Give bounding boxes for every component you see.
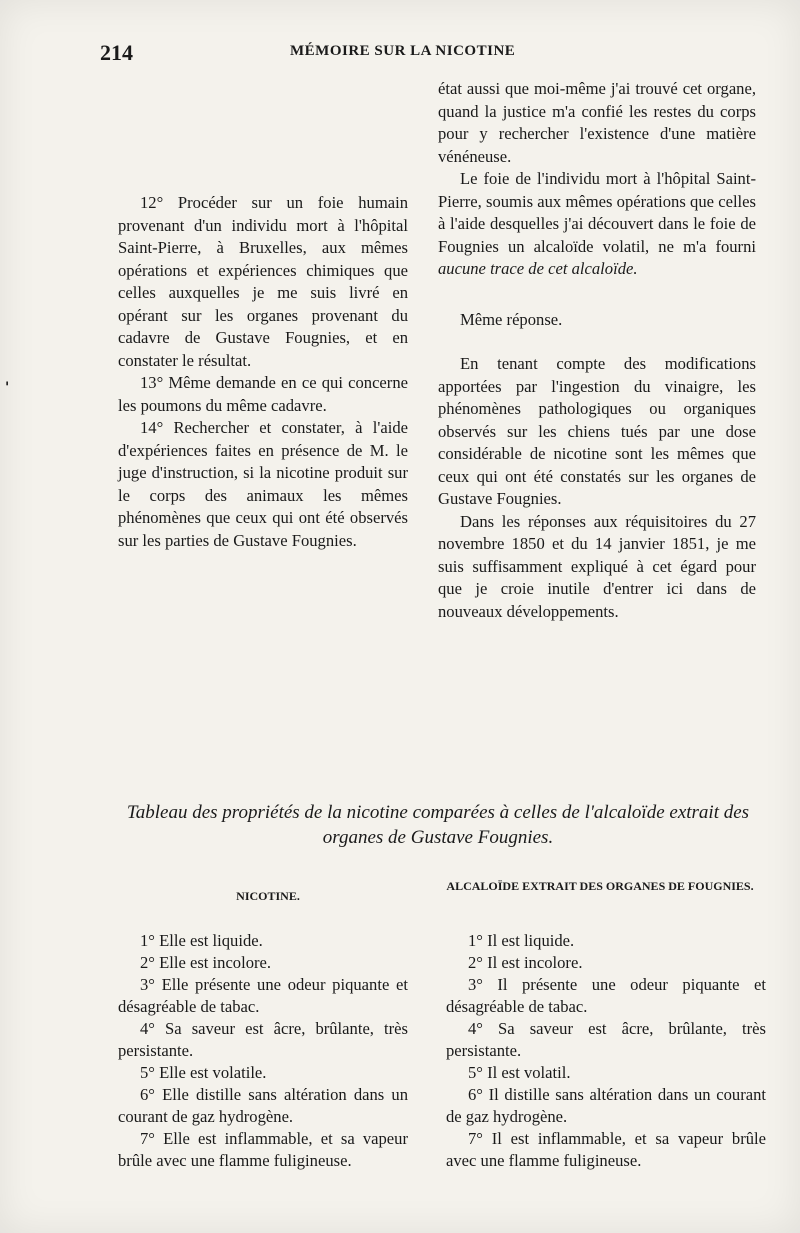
running-title: MÉMOIRE SUR LA NICOTINE xyxy=(290,43,516,59)
question-14: 14° Rechercher et constater, à l'aide d'expériences faites en présence de M. le juge d'instruction, si la nicotine produit sur le corps des animaux les mêmes phénomènes que ceux qui ont été observés sur les parties de Gustave Fougnies. xyxy=(118,418,408,550)
answer-12 xyxy=(438,168,756,281)
nicotine-property: 3° Elle présente une odeur piquante et désagréable de tabac. xyxy=(118,975,408,1016)
answer-12-emphasis: aucune trace de cet alcaloïde. xyxy=(438,259,638,278)
alkaloid-property: 2° Il est incolore. xyxy=(468,953,583,972)
nicotine-property: 4° Sa saveur est âcre, brûlante, très persistante. xyxy=(118,1019,408,1060)
spacer xyxy=(438,331,756,353)
nicotine-property: 5° Elle est volatile. xyxy=(140,1063,267,1082)
nicotine-property: 2° Elle est incolore. xyxy=(140,953,272,972)
alkaloid-property: 7° Il est inflammable, et sa vapeur brûle avec une flamme fuligineuse. xyxy=(446,1129,766,1170)
table-header-alkaloid: ALCALOÏDE EXTRAIT DES ORGANES DE FOUGNIES. xyxy=(446,879,754,893)
table-header-nicotine: NICOTINE. xyxy=(236,889,300,903)
nicotine-property: 1° Elle est liquide. xyxy=(140,931,263,950)
answer-14: En tenant compte des modifications apportées par l'ingestion du vinaigre, les phénomènes pathologiques ou organiques observés sur les chiens tués par une dose considérable de nicotine sont les mêmes que ceux qui ont été constatés sur les organes de Gustave Fougnies. xyxy=(438,354,756,508)
right-column-answers xyxy=(438,78,756,623)
alkaloid-property: 1° Il est liquide. xyxy=(468,931,575,950)
left-column-questions xyxy=(118,192,408,552)
page-header xyxy=(100,40,780,70)
answer-continuation: état aussi que moi-même j'ai trouvé cet organe, quand la justice m'a confié les restes du corps pour y rechercher l'existence d'une matière vénéneuse. xyxy=(438,79,756,166)
alkaloid-property: 3° Il présente une odeur piquante et désagréable de tabac. xyxy=(446,975,766,1016)
nicotine-property: 7° Elle est inflammable, et sa vapeur brûle avec une flamme fuligineuse. xyxy=(118,1129,408,1170)
answer-13: Même réponse. xyxy=(460,309,563,329)
answer-14-followup: Dans les réponses aux réquisitoires du 27 novembre 1850 et du 14 janvier 1851, je me suis suffisamment expliqué à cet égard pour que je croie inutile d'entrer ici dans de nouveaux développements. xyxy=(438,511,756,621)
alkaloid-properties-list xyxy=(446,930,766,1172)
alkaloid-property: 6° Il distille sans altération dans un courant de gaz hydrogène. xyxy=(446,1085,766,1126)
margin-mark: ' xyxy=(5,380,10,396)
nicotine-properties-list xyxy=(118,930,408,1172)
nicotine-property: 6° Elle distille sans altération dans un courant de gaz hydrogène. xyxy=(118,1085,408,1126)
answer-12-text: Le foie de l'individu mort à l'hôpital Saint-Pierre, soumis aux mêmes opérations que celles à l'aide desquelles j'ai découvert dans le foie de Fougnies un alcaloïde volatil, ne m'a fourni xyxy=(438,169,756,256)
question-13: 13° Même demande en ce qui concerne les poumons du même cadavre. xyxy=(118,373,408,415)
table-caption: Tableau des propriétés de la nicotine comparées à celles de l'alcaloïde extrait des organes de Gustave Fougnies. xyxy=(126,802,750,848)
question-12: 12° Procéder sur un foie humain provenant d'un individu mort à l'hôpital Saint-Pierre, à Bruxelles, aux mêmes opérations et expériences chimiques que celles auxquelles je me suis livré en opérant sur les organes provenant du cadavre de Gustave Fougnies, et en constater le résultat. xyxy=(118,193,408,370)
page-number: 214 xyxy=(100,40,133,65)
spacer xyxy=(438,281,756,303)
alkaloid-property: 4° Sa saveur est âcre, brûlante, très persistante. xyxy=(446,1019,766,1060)
alkaloid-property: 5° Il est volatil. xyxy=(468,1063,571,1082)
